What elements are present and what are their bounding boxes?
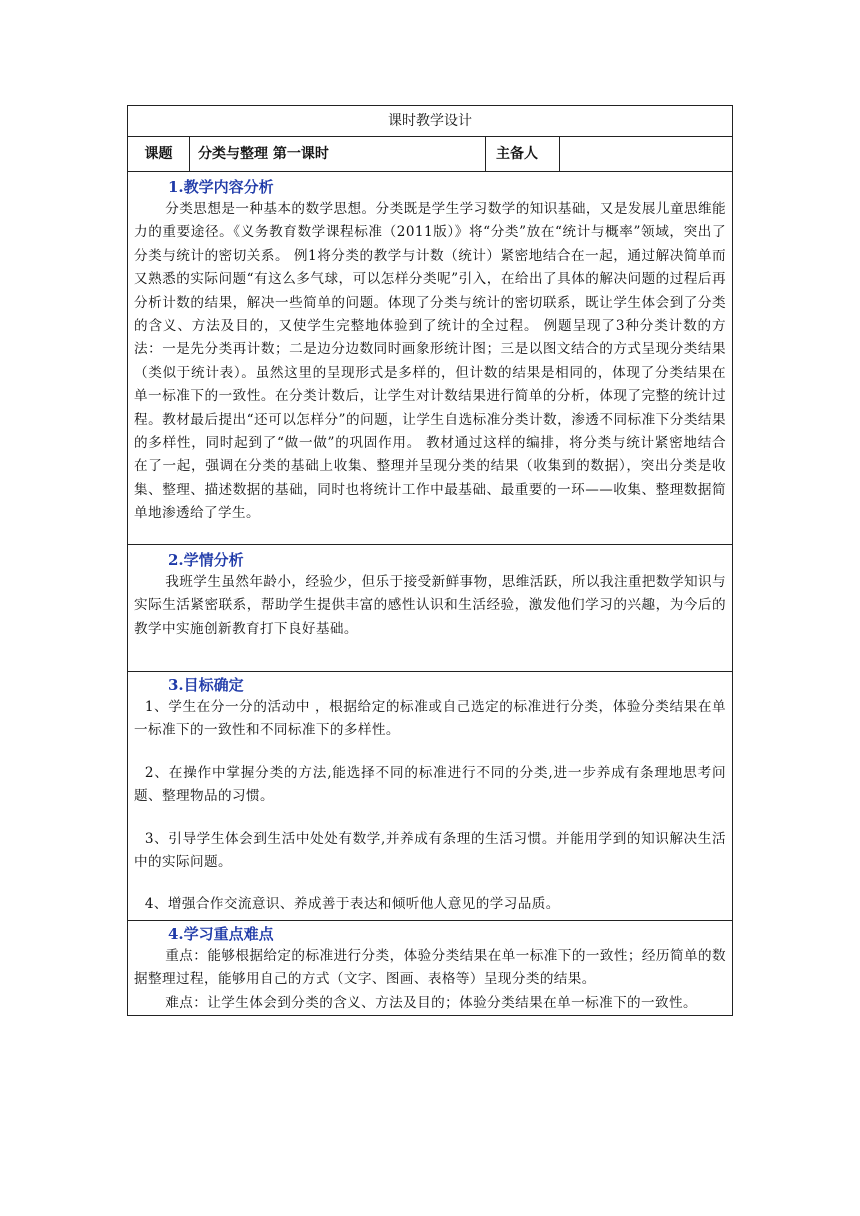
objective-item: 3、引导学生体会到生活中处处有数学,并养成有条理的生活习惯。并能用学到的知识解决生活中的实际问题。 (134, 830, 726, 871)
difficulty-text: 难点：让学生体会到分类的含义、方法及目的；体验分类结果在单一标准下的一致性。 (165, 994, 698, 1011)
student-analysis-title: 2.学情分析 (168, 551, 244, 569)
topic-label: 课题 (128, 137, 190, 172)
objective-item: 1、学生在分一分的活动中 ，根据给定的标准或自己选定的标准进行分类，体验分类结果在单一标准下的一致性和不同标准下的多样性。 (134, 699, 726, 739)
lesson-design-table (127, 105, 733, 1016)
table-title: 课时教学设计 (128, 106, 733, 137)
content-analysis-title: 1.教学内容分析 (168, 178, 274, 196)
student-analysis-section (128, 545, 733, 672)
key-points-title: 4.学习重点难点 (168, 925, 274, 943)
preparer-label: 主备人 (486, 137, 560, 172)
content-analysis-section (128, 172, 733, 545)
key-points-section (128, 921, 733, 1016)
topic-value: 分类与整理 第一课时 (190, 137, 486, 172)
key-point-text: 重点：能够根据给定的标准进行分类，体验分类结果在单一标准下的一致性；经历简单的数据整理过程，能够用自己的方式（文字、图画、表格等）呈现分类的结果。 (134, 948, 726, 988)
objective-item: 4、增强合作交流意识、养成善于表达和倾听他人意见的学习品质。 (144, 896, 560, 913)
objective-item: 2、在操作中掌握分类的方法,能选择不同的标准进行不同的分类,进一步养成有条理地思考问题、整理物品的习惯。 (134, 764, 726, 805)
content-analysis-body: 分类思想是一种基本的数学思想。分类既是学生学习数学的知识基础，又是发展儿童思维能力的重要途径。《义务教育数学课程标准（2011版）》将“分类”放在“统计与概率”领域，突出了分类与统计的密切关系。 例1将分类的教学与计数（统计）紧密地结合在一起，通过解决简单而又熟悉的实际问题“有这么多气球，可以怎样分类呢”引入，在给出了具体的解决问题的过程后再分析计数的结果，解决一些简单的问题。体现了分类与统计的密切联系，既让学生体会到了分类的含义、方法及目的，又使学生完整地体验到了统计的全过程。 例题呈现了3种分类计数的方法：一是先分类再计数；二是边分边数同时画象形统计图；三是以图文结合的方式呈现分类结果（类似于统计表）。虽然这里的呈现形式是多样的，但计数的结果是相同的，体现了分类结果在单一标准下的一致性。在分类计数后，让学生对计数结果进行简单的分析，体现了完整的统计过程。教材最后提出“还可以怎样分”的问题，让学生自选标准分类计数，渗透不同标准下分类结果的多样性，同时起到了“做一做”的巩固作用。 教材通过这样的编排，将分类与统计紧密地结合在了一起，强调在分类的基础上收集、整理并呈现分类的结果（收集到的数据），突出分类是收集、整理、描述数据的基础，同时也将统计工作中最基础、最重要的一环——收集、整理数据简单地渗透给了学生。 (134, 201, 726, 522)
student-analysis-body: 我班学生虽然年龄小，经验少，但乐于接受新鲜事物，思维活跃，所以我注重把数学知识与实际生活紧密联系，帮助学生提供丰富的感性认识和生活经验，激发他们学习的兴趣，为今后的教学中实施创新教育打下良好基础。 (134, 574, 726, 637)
preparer-value (560, 137, 733, 172)
objectives-section (128, 672, 733, 921)
objectives-title: 3.目标确定 (168, 676, 244, 694)
